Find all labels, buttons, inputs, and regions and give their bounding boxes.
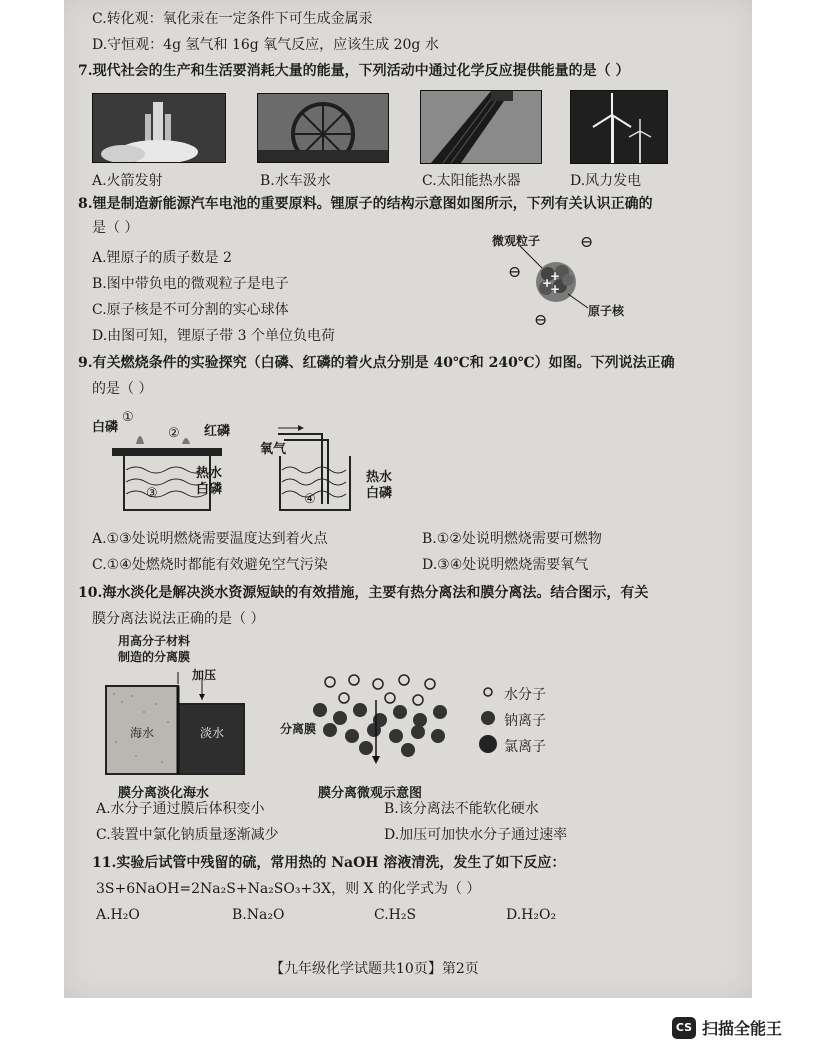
hot-water-label: 热水 — [196, 466, 223, 481]
q11-option-a: A.H₂O — [96, 907, 140, 923]
white-phosphorus-label-3: 白磷 — [366, 486, 393, 501]
membrane-micro-diagram — [280, 670, 470, 770]
particle-legend — [478, 684, 588, 764]
page-footer: 【九年级化学试题共10页】第2页 — [270, 961, 479, 977]
proton-symbol-1: + — [550, 269, 561, 283]
q7-option-c: C.太阳能热水器 — [422, 173, 521, 189]
wind-turbine-photo — [570, 90, 668, 164]
q8-option-a: A.锂原子的质子数是 2 — [92, 250, 232, 266]
marker-1: ① — [122, 410, 134, 425]
electron-symbol-2: ⊖ — [508, 262, 522, 281]
q11-option-d: D.H₂O₂ — [506, 907, 557, 923]
white-phosphorus-label-2: 白磷 — [196, 482, 223, 497]
white-phosphorus-label: 白磷 — [92, 420, 119, 435]
q6-option-d: D.守恒观：4g 氢气和 16g 氧气反应，应该生成 20g 水 — [92, 37, 439, 53]
q7-option-d: D.风力发电 — [570, 173, 642, 189]
seawater-label: 海水 — [130, 726, 155, 740]
watermark-text: 扫描全能王 — [702, 1019, 783, 1038]
q8-option-d: D.由图可知，锂原子带 3 个单位负电荷 — [92, 328, 335, 344]
q11-option-b: B.Na₂O — [232, 907, 285, 923]
q9-option-d: D.③④处说明燃烧需要氧气 — [422, 557, 589, 573]
electron-symbol-1: ⊖ — [580, 232, 594, 251]
q7-option-b: B.水车汲水 — [260, 173, 331, 189]
q10-stem-line2: 膜分离法说法正确的是（ ） — [92, 611, 265, 627]
legend-sodium-ion: 钠离子 — [504, 713, 546, 729]
membrane-material-label-2: 制造的分离膜 — [118, 650, 191, 664]
camscanner-logo-icon: CS — [672, 1017, 696, 1039]
q7-option-a: A.火箭发射 — [92, 173, 163, 189]
q10-option-c: C.装置中氯化钠质量逐渐减少 — [96, 827, 279, 843]
q10-option-a: A.水分子通过膜后体积变小 — [96, 801, 265, 817]
q8-option-b: B.图中带负电的微观粒子是电子 — [92, 276, 289, 292]
q9-stem-line1: 9.有关燃烧条件的实验探究（白磷、红磷的着火点分别是 40℃和 240℃）如图。下列说法正确 — [78, 355, 675, 371]
q9-option-a: A.①③处说明燃烧需要温度达到着火点 — [92, 531, 328, 547]
nucleus-label: 原子核 — [588, 304, 625, 318]
solar-heater-photo — [420, 90, 542, 164]
q9-option-b: B.①②处说明燃烧需要可燃物 — [422, 531, 602, 547]
q11-stem: 11.实验后试管中残留的硫，常用热的 NaOH 溶液清洗，发生了如下反应： — [92, 855, 566, 871]
proton-symbol-2: + — [550, 282, 561, 296]
freshwater-label: 淡水 — [200, 726, 225, 740]
q11-option-c: C.H₂S — [374, 907, 417, 923]
q7-stem: 7.现代社会的生产和生活要消耗大量的能量，下列活动中通过化学反应提供能量的是（ ） — [78, 63, 630, 79]
membrane-material-label-1: 用高分子材料 — [118, 634, 191, 648]
oxygen-label: 氧气 — [260, 442, 287, 457]
marker-2: ② — [168, 426, 180, 441]
q8-option-c: C.原子核是不可分割的实心球体 — [92, 302, 289, 318]
desalination-apparatus-diagram — [92, 632, 272, 782]
red-phosphorus-label: 红磷 — [204, 424, 231, 439]
rocket-launch-photo — [92, 93, 226, 163]
q11-equation: 3S+6NaOH=2Na₂S+Na₂SO₃+3X，则 X 的化学式为（ ） — [96, 881, 481, 897]
q9-option-c: C.①④处燃烧时都能有效避免空气污染 — [92, 557, 328, 573]
legend-chloride-ion: 氯离子 — [504, 739, 546, 755]
proton-symbol-3: + — [542, 276, 553, 290]
caption-membrane-desalination: 膜分离淡化海水 — [118, 786, 210, 801]
q6-option-c: C.转化观：氧化汞在一定条件下可生成金属汞 — [92, 11, 373, 27]
q9-stem-line2: 的是（ ） — [92, 381, 153, 397]
waterwheel-photo — [257, 93, 389, 163]
q10-stem-line1: 10.海水淡化是解决淡水资源短缺的有效措施，主要有热分离法和膜分离法。结合图示，有关 — [78, 585, 649, 601]
q8-stem-line1: 8.锂是制造新能源汽车电池的重要原料。锂原子的结构示意图如图所示，下列有关认识正确的 — [78, 196, 653, 212]
particle-label: 微观粒子 — [492, 234, 541, 248]
caption-membrane-micro: 膜分离微观示意图 — [318, 786, 423, 801]
combustion-experiment-diagram — [92, 408, 412, 518]
marker-3: ③ — [146, 486, 158, 501]
q8-stem-line2: 是（ ） — [92, 220, 139, 236]
hot-water-label-2: 热水 — [366, 470, 393, 485]
marker-4: ④ — [304, 492, 316, 507]
electron-symbol-3: ⊖ — [534, 310, 548, 329]
legend-water-molecule: 水分子 — [504, 687, 546, 703]
q10-option-b: B.该分离法不能软化硬水 — [384, 801, 539, 817]
scanner-watermark — [672, 1016, 782, 1039]
lithium-atom-diagram — [490, 228, 650, 336]
pressure-label: 加压 — [192, 668, 217, 682]
q10-option-d: D.加压可加快水分子通过速率 — [384, 827, 568, 843]
membrane-label: 分离膜 — [280, 722, 317, 736]
